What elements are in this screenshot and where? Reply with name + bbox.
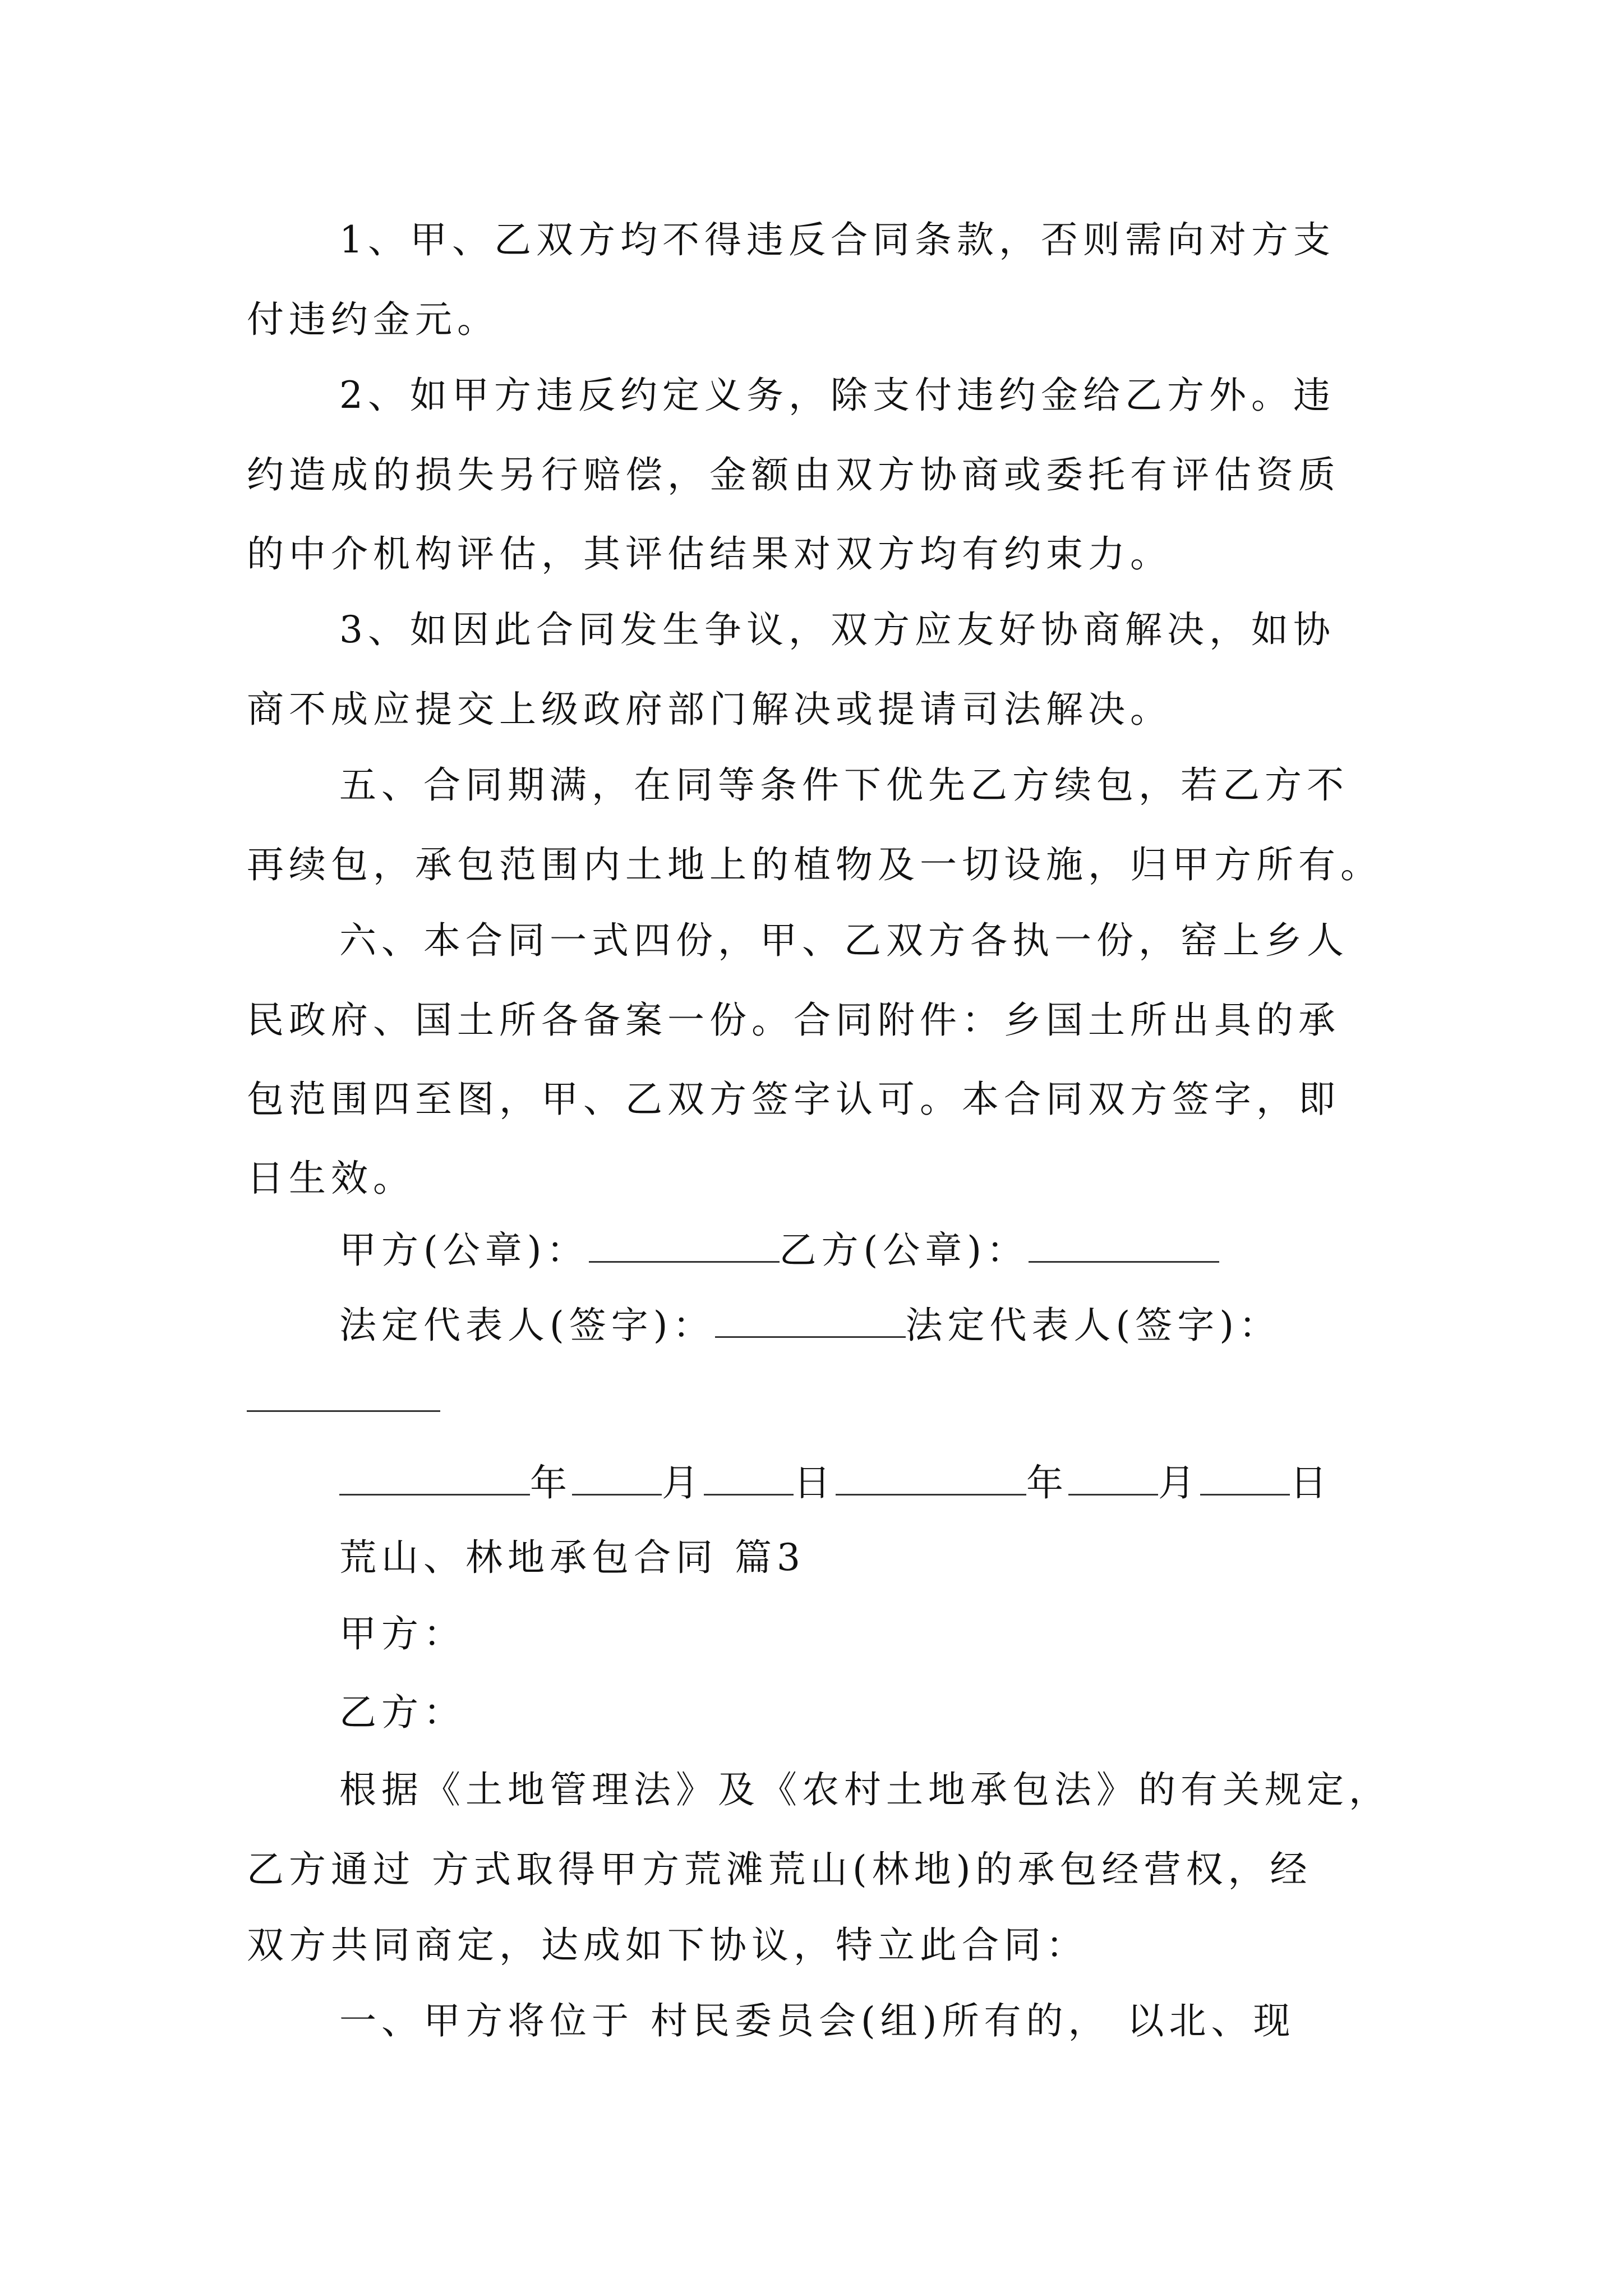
day-a-label: 日 <box>794 1461 836 1504</box>
paragraph-line: 根据《土地管理法》及《农村土地承包法》的有关规定， <box>339 1768 1391 1811</box>
paragraph-line: 约造成的损失另行赔偿，金额由双方协商或委托有评估资质 <box>247 453 1340 496</box>
party-b-seal-label: 乙方(公章)： <box>779 1228 1029 1272</box>
year-a-label: 年 <box>530 1461 572 1504</box>
month-a-blank <box>572 1465 662 1496</box>
seal-line <box>339 1228 1219 1272</box>
party-a-seal-blank <box>589 1232 780 1263</box>
day-a-blank <box>704 1465 794 1496</box>
year-b-label: 年 <box>1026 1461 1068 1504</box>
day-b-label: 日 <box>1290 1461 1332 1504</box>
paragraph-line: 双方共同商定，达成如下协议，特立此合同： <box>247 1924 1088 1967</box>
year-b-blank <box>836 1465 1026 1496</box>
paragraph-line: 民政府、国土所各备案一份。合同附件：乡国土所出具的承 <box>247 999 1340 1042</box>
month-b-label: 月 <box>1158 1461 1200 1504</box>
paragraph-line: 2、如甲方违反约定义务，除支付违约金给乙方外。违 <box>339 374 1335 417</box>
month-a-label: 月 <box>662 1461 704 1504</box>
day-b-blank <box>1200 1465 1290 1496</box>
paragraph-line: 的中介机构评估，其评估结果对双方均有约束力。 <box>247 532 1172 576</box>
paragraph-line: 六、本合同一式四份，甲、乙双方各执一份，窑上乡人 <box>339 919 1349 962</box>
rep-b-blank <box>247 1383 440 1412</box>
party-a-line: 甲方： <box>339 1612 465 1655</box>
paragraph-line: 商不成应提交上级政府部门解决或提请司法解决。 <box>247 688 1172 731</box>
paragraph-line: 1、甲、乙双方均不得违反合同条款，否则需向对方支 <box>339 218 1335 261</box>
paragraph-line: 包范围四至图，甲、乙双方签字认可。本合同双方签字，即 <box>247 1078 1340 1121</box>
month-b-blank <box>1068 1465 1158 1496</box>
rep-a-label: 法定代表人(签字)： <box>339 1304 715 1347</box>
paragraph-line: 日生效。 <box>247 1157 415 1200</box>
rep-b-label: 法定代表人(签字)： <box>905 1304 1281 1347</box>
rep-b-blank-line <box>247 1381 440 1418</box>
party-b-seal-blank <box>1029 1232 1219 1263</box>
representative-line <box>339 1304 1281 1347</box>
party-b-line: 乙方： <box>339 1691 465 1734</box>
paragraph-line: 再续包，承包范围内土地上的植物及一切设施，归甲方所有。 <box>247 843 1382 886</box>
date-line <box>339 1461 1332 1504</box>
paragraph-line: 五、合同期满，在同等条件下优先乙方续包，若乙方不 <box>339 763 1349 807</box>
paragraph-line: 乙方通过 方式取得甲方荒滩荒山(林地)的承包经营权，经 <box>247 1848 1312 1891</box>
year-a-blank <box>339 1465 530 1496</box>
party-a-seal-label: 甲方(公章)： <box>339 1228 589 1272</box>
rep-a-blank <box>715 1307 906 1338</box>
paragraph-line: 一、甲方将位于 村民委员会(组)所有的， 以北、现 <box>339 1999 1295 2042</box>
section-title: 荒山、林地承包合同 篇3 <box>339 1536 805 1579</box>
paragraph-line: 付违约金元。 <box>247 298 499 341</box>
paragraph-line: 3、如因此合同发生争议，双方应友好协商解决，如协 <box>339 608 1335 651</box>
